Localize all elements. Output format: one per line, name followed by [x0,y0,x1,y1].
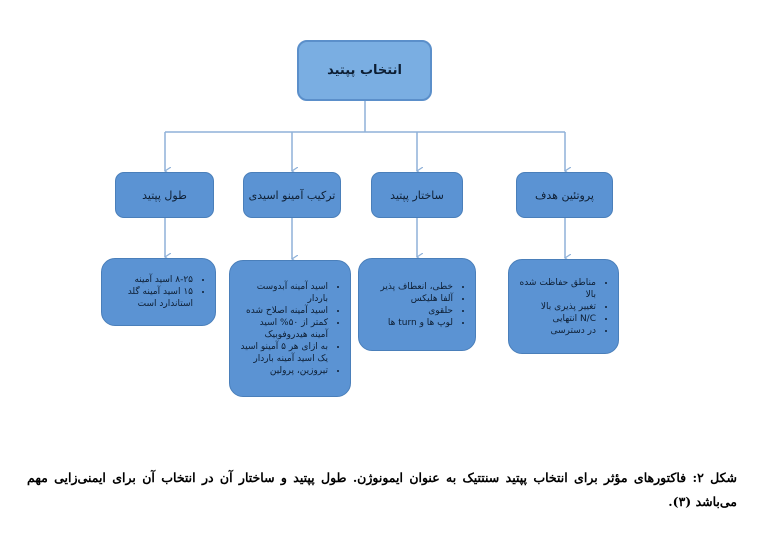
detail-node-target-protein [508,259,619,354]
list-item: • لوپ ها و turn ها [380,317,453,329]
detail-list [112,274,205,310]
detail-list [240,281,340,377]
list-item: • N/C انتهایی [519,313,596,325]
list-item: • در دسترسی [519,325,596,337]
category-label: ساختار پپتید [390,188,444,202]
list-item: • به ازای هر ۵ آمینو اسید یک اسید آمینه باردار [240,341,328,365]
figure-caption: شکل ۲: فاکتورهای مؤثر برای انتخاب پپتید سنتتیک به عنوان ایمونوژن. طول پپتید و ساختار آن در انتخاب آن برای ایمنی‌زایی مهم می‌باشد (۳). [27,470,737,509]
detail-list [519,277,608,337]
list-item: • حلقوی [380,305,453,317]
list-item: • مناطق حفاظت شده بالا [519,277,596,301]
list-item: • تغییر پذیری بالا [519,301,596,313]
detail-list [380,281,465,329]
detail-node-peptide-length [101,258,216,326]
category-label: پروتئین هدف [535,188,594,202]
list-item: • تیروزین، پرولین [240,365,328,377]
category-node-peptide-structure [371,172,463,218]
category-node-target-protein [516,172,613,218]
detail-node-amino-composition [229,260,351,397]
list-item: • آلفا هلیکس [380,293,453,305]
list-item: • خطی، انعطاف پذیر [380,281,453,293]
category-label: طول پپتید [142,188,187,202]
root-node-peptide-selection [297,40,432,101]
list-item: • ۱۵ اسید آمینه گلد استاندارد است [112,286,193,310]
list-item: • اسید آمینه اصلاح شده [240,305,328,317]
list-item: • ۸-۲۵ اسید آمینه [112,274,193,286]
category-node-peptide-length [115,172,214,218]
detail-node-peptide-structure [358,258,476,351]
list-item: • اسید آمینه آبدوست باردار [240,281,328,305]
list-item: • کمتر از ۵۰% اسید آمینه هیدروفوبیک [240,317,328,341]
category-label: ترکیب آمینو اسیدی [248,188,336,202]
root-node-label: انتخاب پپتید [327,63,402,78]
category-node-amino-composition [243,172,341,218]
